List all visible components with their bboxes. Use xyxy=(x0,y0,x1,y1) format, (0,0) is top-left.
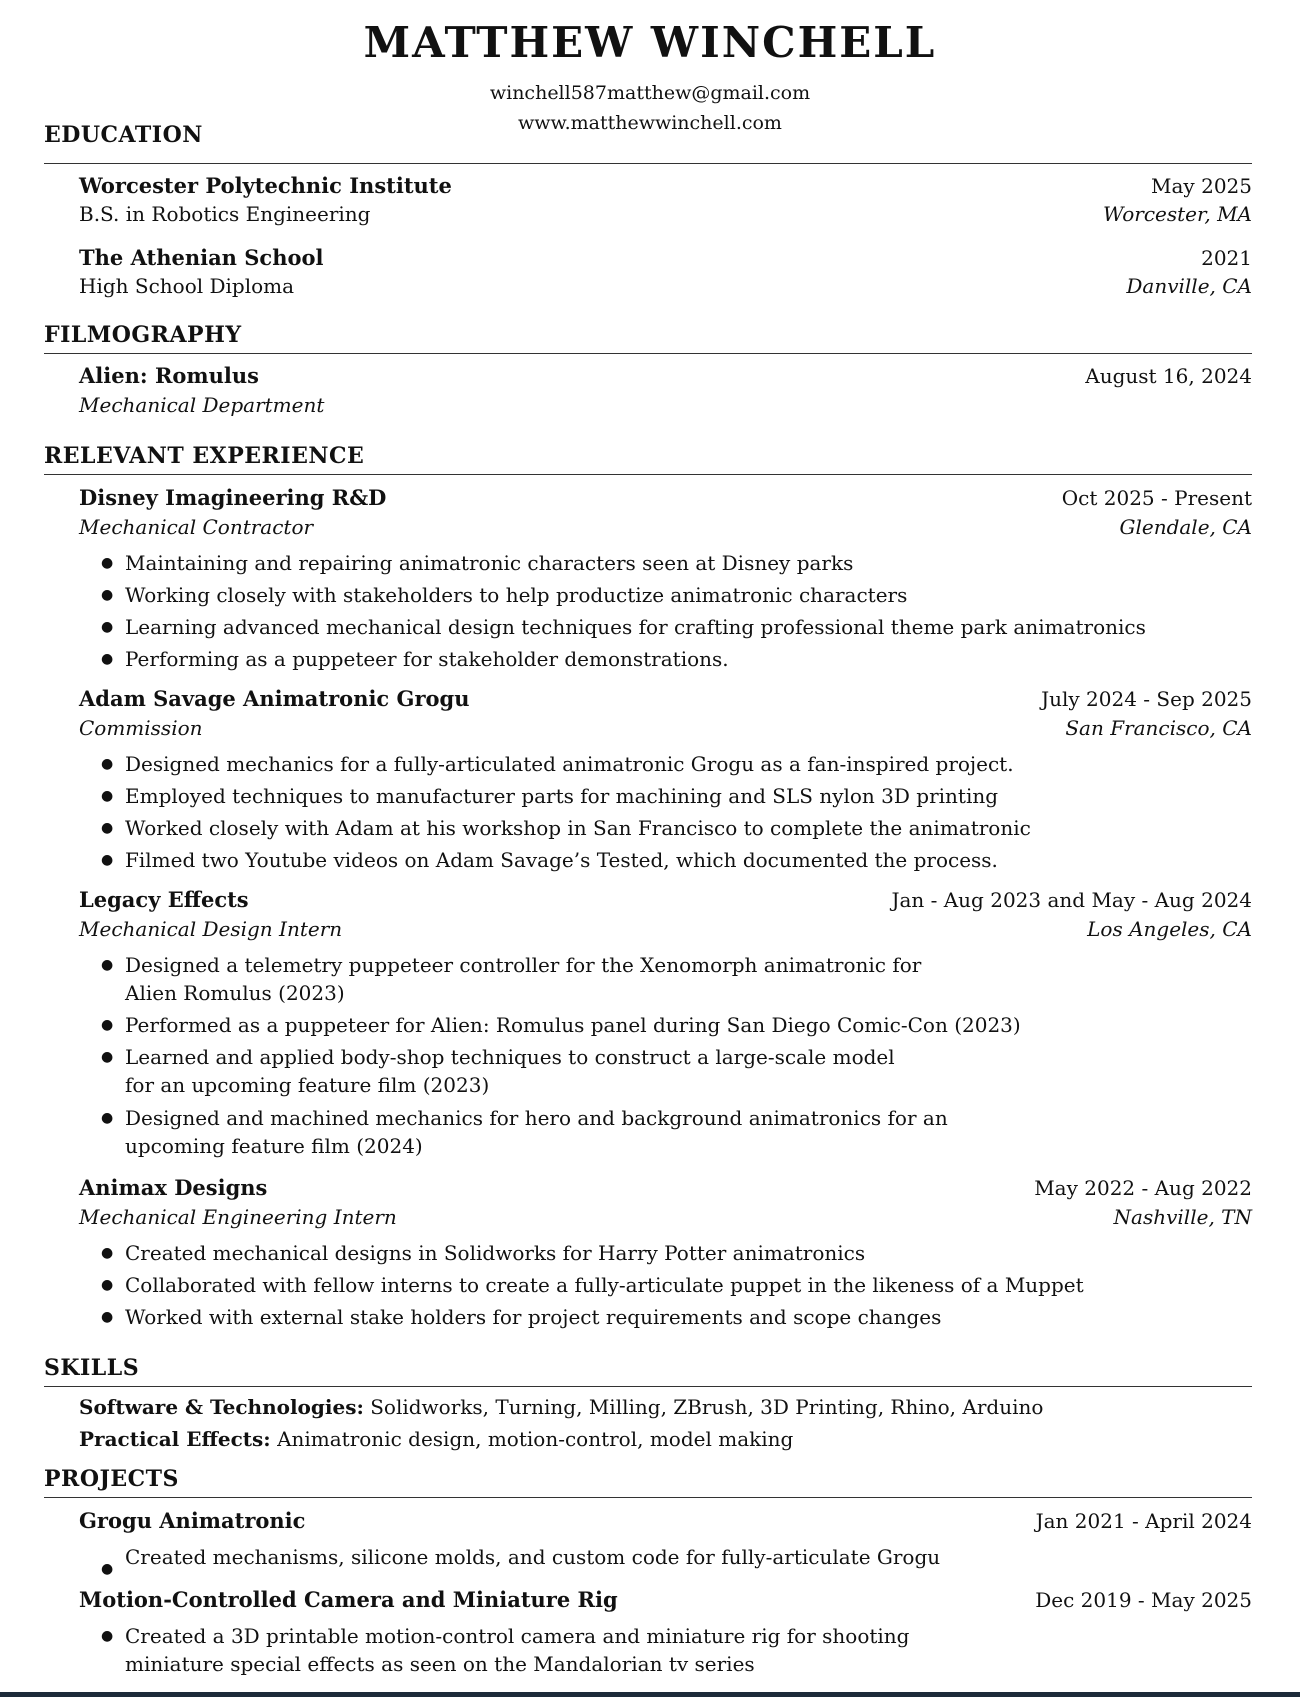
project-date: Dec 2019 - May 2025 xyxy=(1035,1588,1252,1612)
bullet-text: Designed and machined mechanics for hero and background animatronics for an xyxy=(125,1106,948,1130)
project-title: Motion-Controlled Camera and Miniature Rig xyxy=(79,1587,618,1612)
bullet-marker: ● xyxy=(101,1049,114,1065)
experience-location: Nashville, TN xyxy=(1113,1205,1252,1229)
skill-label: Software & Technologies: xyxy=(79,1395,364,1419)
bullet-text-continued: miniature special effects as seen on the Mandalorian tv series xyxy=(125,1652,755,1676)
bullet-marker: ● xyxy=(101,1017,114,1033)
bullet-marker: ● xyxy=(101,788,114,804)
section-divider xyxy=(44,1386,1252,1387)
experience-date: July 2024 - Sep 2025 xyxy=(1041,687,1252,711)
skill-label: Practical Effects: xyxy=(79,1427,271,1451)
bullet-marker: ● xyxy=(101,587,114,603)
bullet-text: Learned and applied body-shop techniques to construct a large-scale model xyxy=(125,1045,895,1069)
bullet-text: Created mechanical designs in Solidworks for Harry Potter animatronics xyxy=(125,1241,866,1265)
bullet-text-continued: for an upcoming feature film (2023) xyxy=(125,1073,490,1097)
bullet-text: Performing as a puppeteer for stakeholder demonstrations. xyxy=(125,647,729,671)
education-date: 2021 xyxy=(1201,246,1252,270)
experience-company: Legacy Effects xyxy=(79,887,249,912)
bullet-marker: ● xyxy=(101,756,114,772)
bullet-marker: ● xyxy=(101,619,114,635)
section-heading-education: EDUCATION xyxy=(44,122,203,148)
experience-role: Commission xyxy=(79,716,203,740)
bullet-text: Performed as a puppeteer for Alien: Romulus panel during San Diego Comic-Con (2023) xyxy=(125,1013,1021,1037)
experience-role: Mechanical Design Intern xyxy=(79,917,343,941)
bullet-text: Filmed two Youtube videos on Adam Savage’s Tested, which documented the process. xyxy=(125,848,998,872)
education-location: Danville, CA xyxy=(1126,274,1252,298)
bullet-text: Learning advanced mechanical design techniques for crafting professional theme park animatronics xyxy=(125,615,1146,639)
experience-role: Mechanical Contractor xyxy=(79,515,314,539)
section-divider xyxy=(44,353,1252,354)
bullet-marker: ● xyxy=(101,555,114,571)
film-date: August 16, 2024 xyxy=(1085,364,1252,388)
film-department: Mechanical Department xyxy=(79,393,325,417)
bullet-marker: ● xyxy=(101,1628,114,1644)
section-heading-filmography: FILMOGRAPHY xyxy=(44,322,242,348)
bullet-marker: ● xyxy=(101,1309,114,1325)
experience-date: May 2022 - Aug 2022 xyxy=(1034,1176,1252,1200)
bullet-text-continued: upcoming feature film (2024) xyxy=(125,1134,423,1158)
bullet-marker: ● xyxy=(101,1277,114,1293)
bullet-marker: ● xyxy=(101,1561,114,1577)
skill-value: Solidworks, Turning, Milling, ZBrush, 3D Printing, Rhino, Arduino xyxy=(370,1395,1044,1419)
section-divider xyxy=(44,474,1252,475)
section-divider xyxy=(44,1497,1252,1498)
website-link[interactable]: www.matthewwinchell.com xyxy=(518,112,782,134)
skill-line xyxy=(79,1427,793,1451)
experience-date: Jan - Aug 2023 and May - Aug 2024 xyxy=(891,888,1252,912)
bottom-border-bar xyxy=(0,1692,1300,1697)
project-date: Jan 2021 - April 2024 xyxy=(1035,1509,1252,1533)
bullet-text-continued: Alien Romulus (2023) xyxy=(125,981,345,1005)
resume-name: MATTHEW WINCHELL xyxy=(363,18,937,67)
education-degree: High School Diploma xyxy=(79,274,295,298)
bullet-text: Worked with external stake holders for project requirements and scope changes xyxy=(125,1305,942,1329)
experience-date: Oct 2025 - Present xyxy=(1061,486,1252,510)
section-heading-skills: SKILLS xyxy=(44,1355,140,1381)
education-school: Worcester Polytechnic Institute xyxy=(79,173,452,198)
bullet-marker: ● xyxy=(101,1245,114,1261)
bullet-marker: ● xyxy=(101,820,114,836)
bullet-marker: ● xyxy=(101,957,114,973)
skill-line xyxy=(79,1395,1043,1419)
bullet-marker: ● xyxy=(101,852,114,868)
bullet-marker: ● xyxy=(101,1110,114,1126)
bullet-marker: ● xyxy=(101,651,114,667)
education-school: The Athenian School xyxy=(79,245,324,270)
education-degree: B.S. in Robotics Engineering xyxy=(79,202,371,226)
film-title: Alien: Romulus xyxy=(79,363,259,388)
bullet-text: Designed mechanics for a fully-articulated animatronic Grogu as a fan-inspired project. xyxy=(125,752,1014,776)
section-divider xyxy=(44,163,1252,164)
bullet-text: Created mechanisms, silicone molds, and custom code for fully-articulate Grogu xyxy=(125,1545,941,1569)
bullet-text: Created a 3D printable motion-control camera and miniature rig for shooting xyxy=(125,1624,910,1648)
bullet-text: Collaborated with fellow interns to create a fully-articulate puppet in the likeness of a Muppet xyxy=(125,1273,1084,1297)
bullet-text: Worked closely with Adam at his workshop in San Francisco to complete the animatronic xyxy=(125,816,1031,840)
bullet-text: Working closely with stakeholders to help productize animatronic characters xyxy=(125,583,908,607)
education-date: May 2025 xyxy=(1151,174,1252,198)
experience-company: Disney Imagineering R&D xyxy=(79,485,387,510)
email-link[interactable]: winchell587matthew@gmail.com xyxy=(489,82,811,104)
experience-role: Mechanical Engineering Intern xyxy=(79,1205,397,1229)
experience-location: Los Angeles, CA xyxy=(1087,917,1252,941)
bullet-text: Designed a telemetry puppeteer controller for the Xenomorph animatronic for xyxy=(125,953,922,977)
bullet-text: Maintaining and repairing animatronic characters seen at Disney parks xyxy=(125,551,854,575)
experience-company: Adam Savage Animatronic Grogu xyxy=(79,686,470,711)
section-heading-projects: PROJECTS xyxy=(44,1466,179,1492)
project-title: Grogu Animatronic xyxy=(79,1508,306,1533)
section-heading-experience: RELEVANT EXPERIENCE xyxy=(44,443,365,469)
education-location: Worcester, MA xyxy=(1103,202,1252,226)
bullet-text: Employed techniques to manufacturer parts for machining and SLS nylon 3D printing xyxy=(125,784,999,808)
skill-value: Animatronic design, motion-control, model making xyxy=(277,1427,794,1451)
experience-company: Animax Designs xyxy=(79,1175,268,1200)
experience-location: San Francisco, CA xyxy=(1065,716,1252,740)
experience-location: Glendale, CA xyxy=(1119,515,1252,539)
